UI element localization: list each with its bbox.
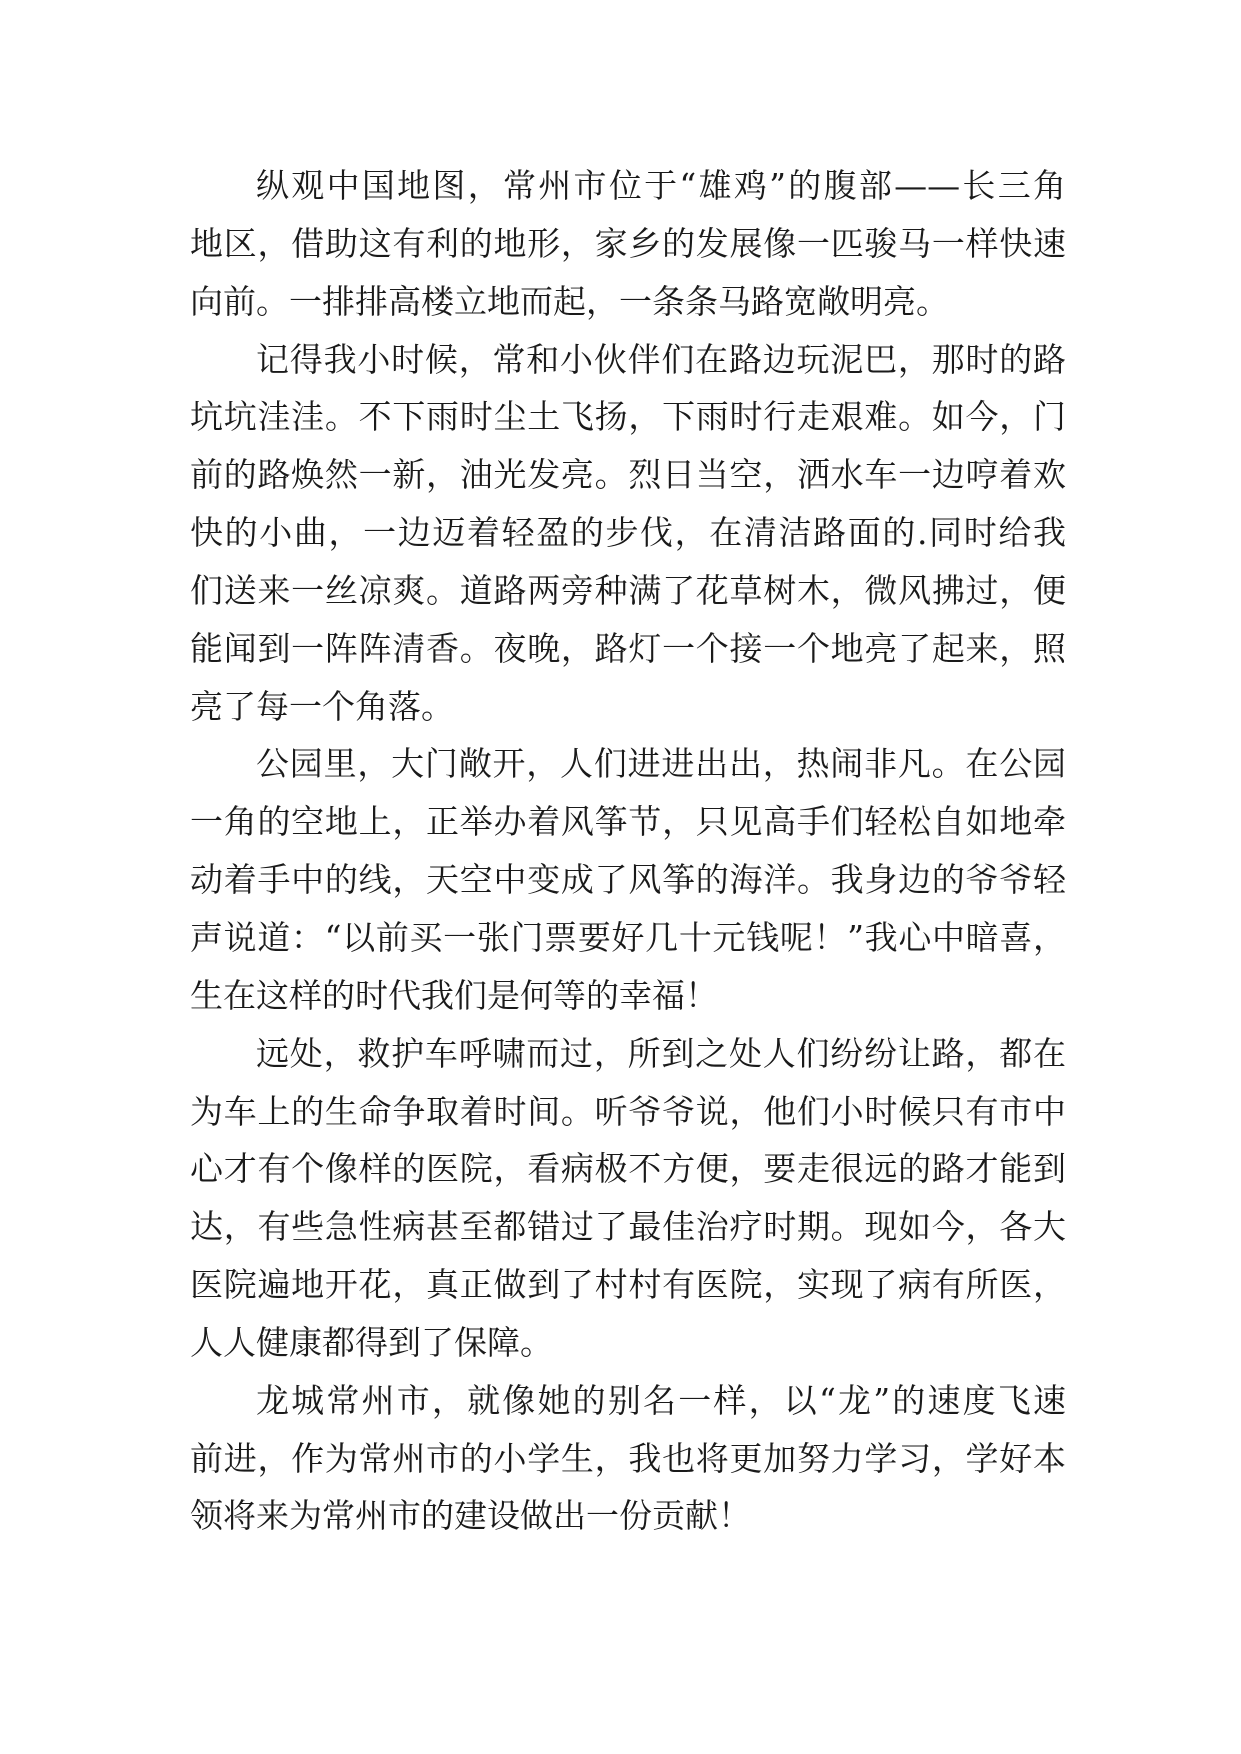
text-line: 公园里，大门敞开，人们进进出出，热闹非凡。在公园	[256, 744, 1066, 784]
text-line: 领将来为常州市的建设做出一份贡献！	[190, 1496, 751, 1536]
text-line: 前的路焕然一新，油光发亮。烈日当空，洒水车一边哼着欢	[190, 455, 1066, 495]
text-line: 一角的空地上，正举办着风筝节，只见高手们轻松自如地牵	[190, 802, 1066, 842]
text-line: 动着手中的线，天空中变成了风筝的海洋。我身边的爷爷轻	[190, 860, 1066, 900]
text-line: 达，有些急性病甚至都错过了最佳治疗时期。现如今，各大	[190, 1207, 1066, 1247]
paragraph-1	[190, 157, 1066, 331]
paragraph-3	[190, 735, 1066, 1024]
text-line: 亮了每一个角落。	[190, 686, 454, 726]
paragraph-4	[190, 1025, 1066, 1372]
document-body	[190, 157, 1066, 1545]
text-line: 地区，借助这有利的地形，家乡的发展像一匹骏马一样快速	[190, 223, 1066, 263]
text-line: 声说道：“以前买一张门票要好几十元钱呢！”我心中暗喜，	[190, 917, 1066, 957]
text-line: 纵观中国地图，常州市位于“雄鸡”的腹部——长三角	[256, 166, 1066, 205]
text-line: 医院遍地开花，真正做到了村村有医院，实现了病有所医，	[190, 1265, 1066, 1305]
text-line: 快的小曲，一边迈着轻盈的步伐，在清洁路面的.同时给我	[190, 513, 1066, 553]
paragraph-5	[190, 1372, 1066, 1546]
text-line: 前进，作为常州市的小学生，我也将更加努力学习，学好本	[190, 1438, 1066, 1478]
text-line: 心才有个像样的医院，看病极不方便，要走很远的路才能到	[190, 1149, 1066, 1189]
text-line: 记得我小时候，常和小伙伴们在路边玩泥巴，那时的路	[256, 339, 1066, 379]
text-line: 们送来一丝凉爽。道路两旁种满了花草树木，微风拂过，便	[190, 570, 1066, 610]
text-line: 生在这样的时代我们是何等的幸福！	[190, 975, 718, 1015]
text-line: 能闻到一阵阵清香。夜晚，路灯一个接一个地亮了起来，照	[190, 628, 1066, 668]
text-line: 为车上的生命争取着时间。听爷爷说，他们小时候只有市中	[190, 1091, 1066, 1131]
text-line: 坑坑洼洼。不下雨时尘土飞扬，下雨时行走艰难。如今，门	[190, 397, 1066, 437]
text-line: 远处，救护车呼啸而过，所到之处人们纷纷让路，都在	[256, 1033, 1066, 1073]
text-line: 人人健康都得到了保障。	[190, 1322, 553, 1362]
text-line: 龙城常州市，就像她的别名一样，以“龙”的速度飞速	[256, 1380, 1066, 1420]
paragraph-2	[190, 331, 1066, 736]
text-line: 向前。一排排高楼立地而起，一条条马路宽敞明亮。	[190, 281, 949, 321]
